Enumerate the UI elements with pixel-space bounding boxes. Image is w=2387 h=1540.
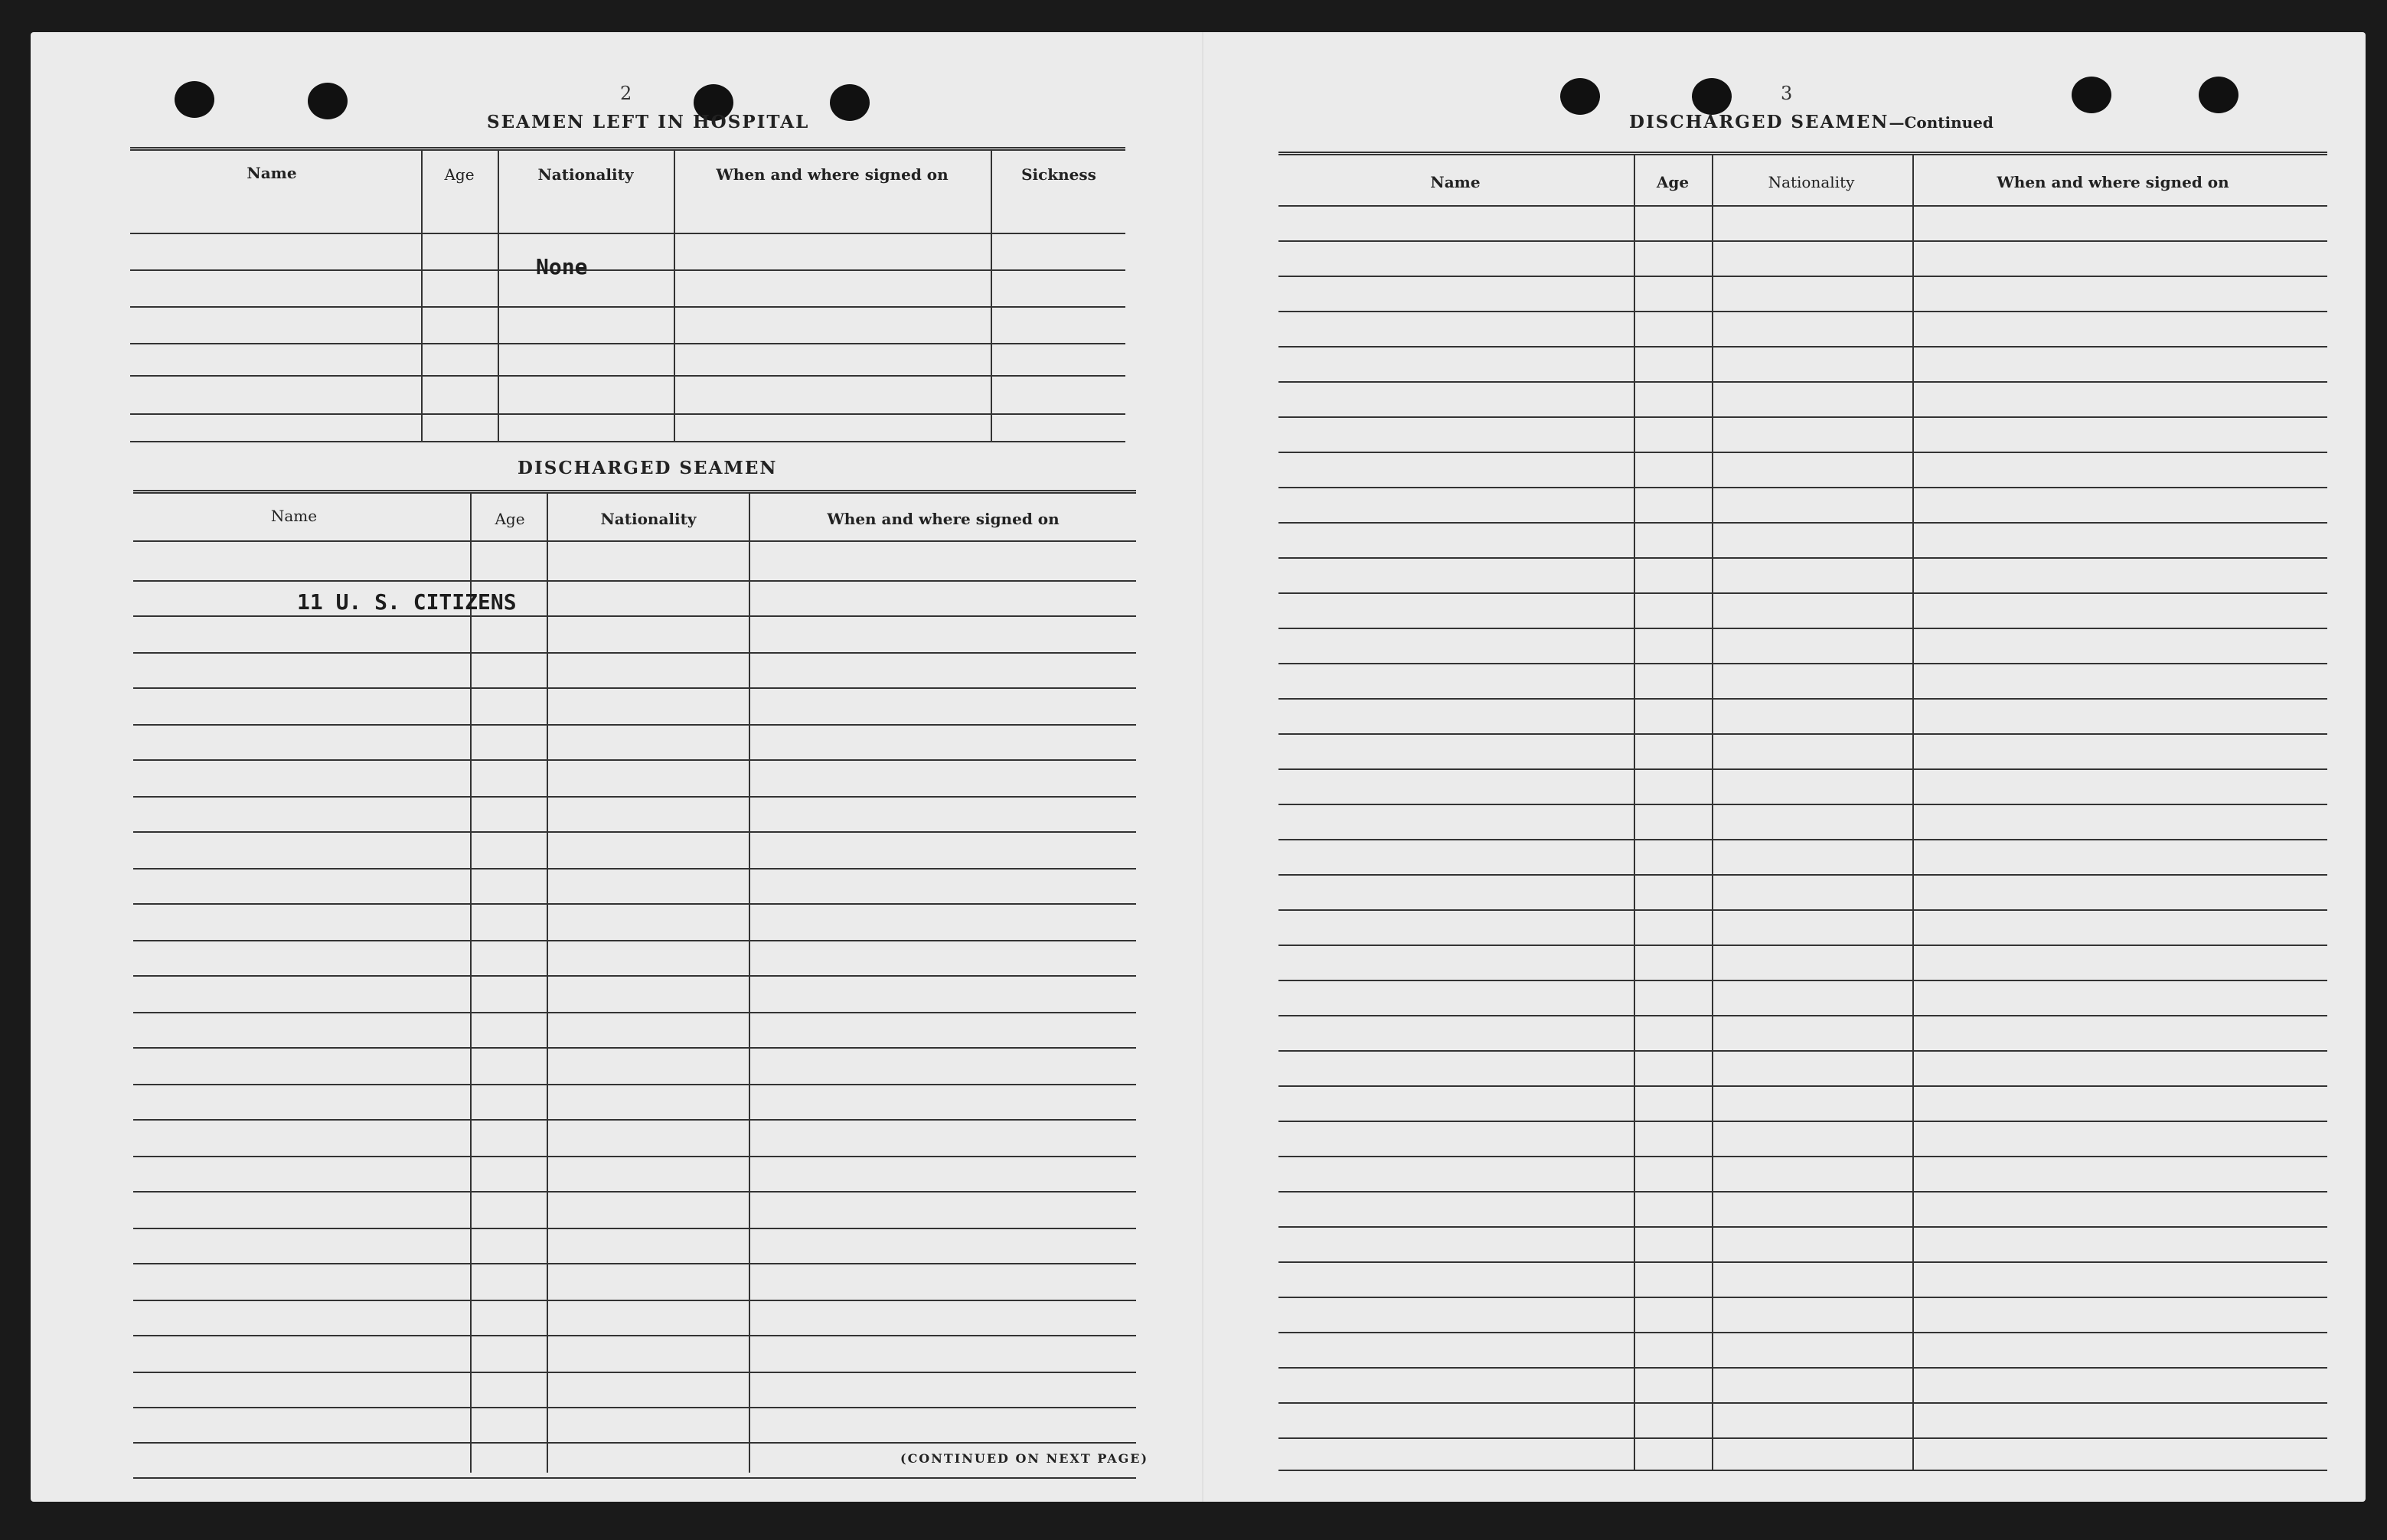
col-header-age: Age — [444, 165, 475, 184]
col-header-signed-on: When and where signed on — [827, 510, 1060, 528]
page-number-left: 2 — [620, 83, 632, 104]
punch-hole — [830, 84, 870, 121]
col-header-name: Name — [1430, 173, 1481, 191]
discharged-entry: 11 U. S. CITIZENS — [297, 589, 517, 615]
continued-footer: (CONTINUED ON NEXT PAGE) — [900, 1451, 1149, 1466]
punch-hole — [308, 83, 348, 119]
punch-hole — [2072, 77, 2111, 113]
punch-hole — [1560, 78, 1600, 115]
hospital-entry: None — [536, 254, 588, 279]
discharged-table-right — [1278, 152, 2327, 1474]
col-header-age: Age — [1656, 173, 1690, 191]
discharged-section-title: DISCHARGED SEAMEN — [518, 458, 778, 478]
col-header-nationality: Nationality — [600, 510, 697, 528]
punch-hole — [175, 81, 214, 118]
punch-hole — [2199, 77, 2238, 113]
continued-section-title — [1629, 112, 1994, 132]
col-header-name: Name — [247, 164, 297, 182]
continued-title-main: DISCHARGED SEAMEN — [1629, 112, 1889, 132]
continued-title-suffix: —Continued — [1889, 113, 1994, 132]
col-header-name: Name — [270, 507, 318, 525]
document-sheet — [31, 32, 2366, 1502]
col-header-nationality: Nationality — [537, 165, 634, 184]
punch-hole — [1692, 78, 1732, 115]
col-header-signed-on: When and where signed on — [716, 165, 949, 184]
col-header-signed-on: When and where signed on — [1997, 173, 2229, 191]
col-header-sickness: Sickness — [1021, 165, 1096, 184]
page-fold — [1202, 32, 1203, 1502]
col-header-nationality: Nationality — [1768, 173, 1855, 191]
page-number-right: 3 — [1781, 83, 1793, 104]
discharged-table-left — [133, 490, 1136, 1485]
col-header-age: Age — [495, 510, 525, 528]
hospital-table — [130, 147, 1125, 445]
hospital-section-title: SEAMEN LEFT IN HOSPITAL — [487, 112, 810, 132]
